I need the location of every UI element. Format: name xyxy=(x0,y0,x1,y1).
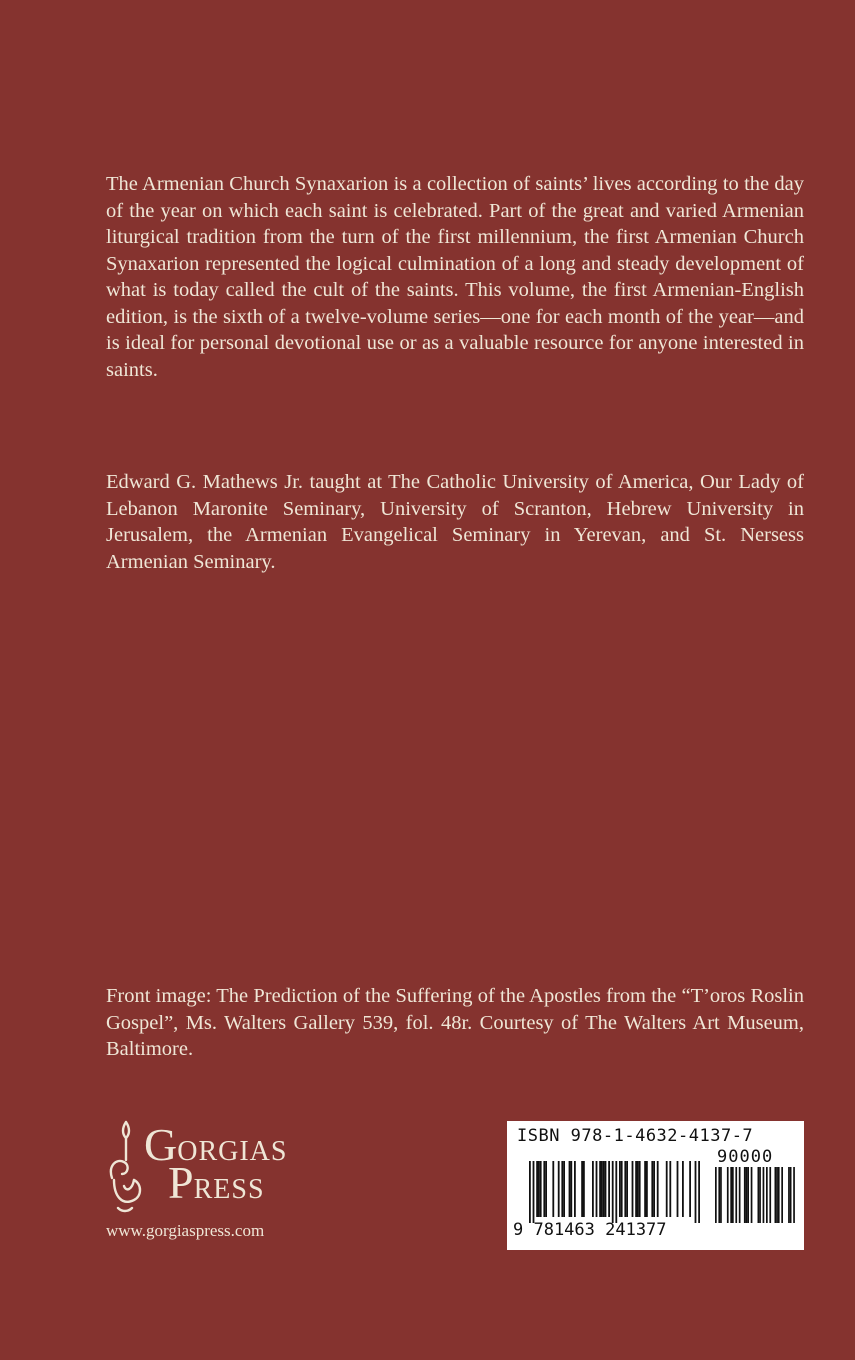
barcode-bar xyxy=(677,1161,679,1217)
publisher-name-line2: PRESS xyxy=(168,1157,265,1208)
barcode-bar xyxy=(698,1161,700,1223)
author-bio: Edward G. Mathews Jr. taught at The Catholic University of America, Our Lady of Lebanon Maronite Seminary, University of Scranton, Hebrew University in Jerusalem, the Armenian Evangelical Seminary in Yerevan, and St. Nersess Armenian Seminary. xyxy=(106,471,804,573)
publisher-url: www.gorgiaspress.com xyxy=(106,1221,265,1240)
barcode-bar xyxy=(583,1161,585,1217)
publisher-logo xyxy=(104,1120,324,1220)
barcode-bar xyxy=(766,1167,768,1223)
barcode-bar xyxy=(730,1167,732,1223)
barcode-bar xyxy=(666,1161,668,1217)
barcode-bar xyxy=(637,1161,639,1217)
barcode-bar xyxy=(781,1167,783,1223)
barcode-bar xyxy=(788,1167,790,1223)
barcode-bar xyxy=(682,1161,684,1217)
barcode-bar xyxy=(540,1161,542,1217)
armenian-letter-ornament-icon xyxy=(104,1120,148,1216)
barcode-bar xyxy=(612,1161,614,1223)
barcode-bar xyxy=(545,1161,547,1217)
barcode-bar xyxy=(558,1161,560,1217)
barcode-bar xyxy=(669,1161,671,1217)
barcode-bar xyxy=(619,1161,621,1217)
barcode-bar xyxy=(533,1161,535,1223)
barcode-bar xyxy=(605,1161,607,1217)
publisher-name-line1: GORGIAS xyxy=(144,1119,288,1170)
barcode-bar xyxy=(776,1167,778,1223)
barcode-bar xyxy=(653,1161,655,1217)
barcode-bar xyxy=(635,1161,637,1217)
book-description: The Armenian Church Synaxarion is a collection of saints’ lives according to the day of the year on which each saint is celebrated. Part of the great and varied Armenian liturgical tradition from the turn of the first millennium, the first Armenian Church Synaxarion represented the logical culmination of a long and steady development of what is today called the cult of the saints. This volume, the first Armenian-English edition, is the sixth of a twelve-volume series—one for each month of the year—and is ideal for personal devotional use or as a valuable resource for anyone interested in saints. xyxy=(106,173,804,381)
barcode-bar xyxy=(592,1161,594,1217)
isbn-barcode xyxy=(507,1121,804,1250)
barcode-bar xyxy=(596,1161,598,1217)
barcode-digits: 9 781463 241377 xyxy=(513,1220,667,1240)
barcode-bar xyxy=(746,1167,748,1223)
barcode-bar xyxy=(695,1161,697,1223)
barcode-bar xyxy=(615,1161,617,1223)
barcode-bar xyxy=(581,1161,583,1217)
barcode-bar xyxy=(735,1167,737,1223)
barcode-bar xyxy=(603,1161,605,1217)
barcode-bar xyxy=(732,1167,734,1223)
barcode-bar xyxy=(793,1167,795,1223)
barcode-bar xyxy=(651,1161,653,1217)
barcode-bar xyxy=(543,1161,545,1217)
barcode-bar xyxy=(689,1161,691,1217)
barcode-bar xyxy=(601,1161,603,1217)
barcode-bar xyxy=(747,1167,749,1223)
image-credit: Front image: The Prediction of the Suffering of the Apostles from the “T’oros Roslin Gospel”, Ms. Walters Gallery 539, fol. 48r. Courtesy of The Walters Art Museum, Baltimore. xyxy=(106,985,804,1060)
barcode-bar xyxy=(657,1161,659,1217)
barcode-bar xyxy=(552,1161,554,1217)
barcode-bar xyxy=(570,1161,572,1217)
barcode-bar xyxy=(624,1161,626,1217)
barcode-bar xyxy=(569,1161,571,1217)
barcode-bar xyxy=(646,1161,648,1217)
barcode-bar xyxy=(775,1167,777,1223)
barcode-bar xyxy=(563,1161,565,1217)
price-code: 90000 xyxy=(717,1147,774,1167)
barcode-bar xyxy=(758,1167,760,1223)
barcode-bar xyxy=(790,1167,792,1223)
isbn-label: ISBN 978-1-4632-4137-7 xyxy=(517,1126,754,1146)
barcode-bar xyxy=(739,1167,741,1223)
barcode-bar xyxy=(715,1167,717,1223)
barcode-bar xyxy=(759,1167,761,1223)
barcode-bar xyxy=(608,1161,610,1217)
barcode-bar xyxy=(626,1161,628,1217)
barcode-bar xyxy=(561,1161,563,1217)
barcode-bar xyxy=(744,1167,746,1223)
barcode-bar xyxy=(621,1161,623,1217)
barcode-bar xyxy=(727,1167,729,1223)
barcode-bars xyxy=(529,1161,709,1223)
barcode-bar xyxy=(536,1161,538,1217)
barcode-bar xyxy=(751,1167,753,1223)
barcode-bar xyxy=(529,1161,531,1223)
barcode-bar xyxy=(769,1167,771,1223)
barcode-bar xyxy=(644,1161,646,1217)
barcode-bar xyxy=(599,1161,601,1217)
barcode-bar xyxy=(763,1167,765,1223)
barcode-bar xyxy=(720,1167,722,1223)
addon-barcode-bars xyxy=(715,1167,797,1223)
barcode-bar xyxy=(639,1161,641,1217)
barcode-bar xyxy=(778,1167,780,1223)
barcode-bar xyxy=(538,1161,540,1217)
barcode-bar xyxy=(718,1167,720,1223)
barcode-bar xyxy=(574,1161,576,1217)
barcode-bar xyxy=(632,1161,634,1217)
